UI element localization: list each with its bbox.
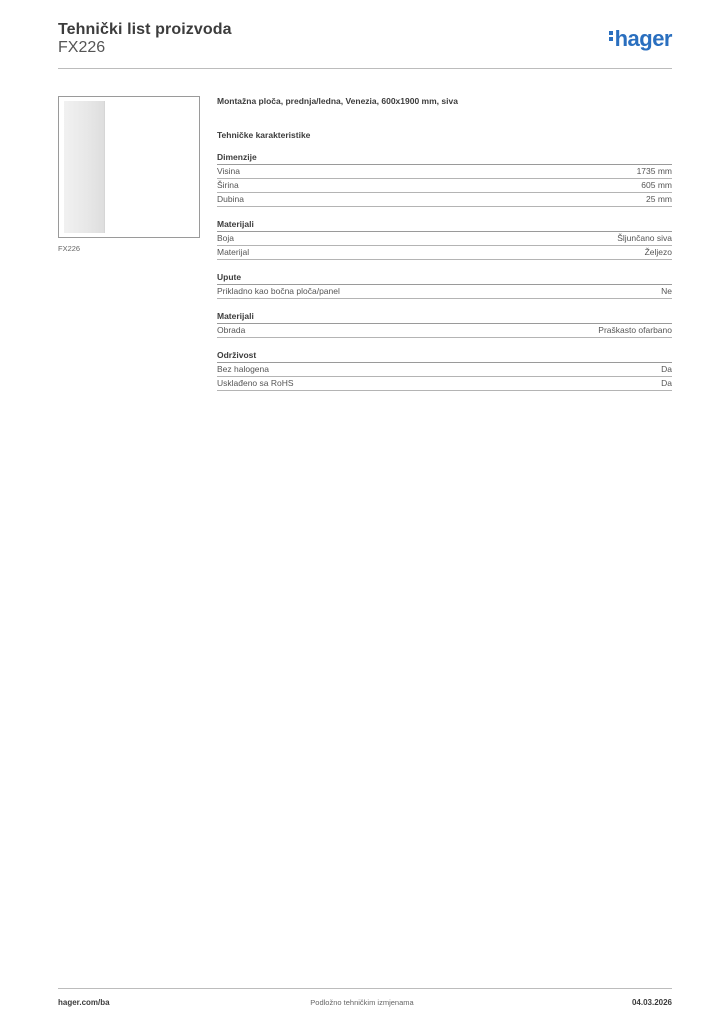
spec-value: Željezo [644,247,672,257]
spec-row [217,324,672,338]
logo-dots-icon [609,29,613,43]
spec-label: Boja [217,233,235,243]
footer-notice: Podložno tehničkim izmjenama [310,998,414,1007]
section-title: Upute [217,272,672,285]
spec-row [217,232,672,246]
spec-section [217,311,672,338]
spec-label: Prikladno kao bočna ploča/panel [217,286,340,296]
specs-heading: Tehničke karakteristike [217,130,311,140]
spec-section [217,272,672,299]
product-image [58,96,200,238]
section-title: Dimenzije [217,152,672,165]
spec-sections [217,152,672,391]
spec-value: Da [661,378,672,388]
spec-label: Materijal [217,247,250,257]
spec-label: Usklađeno sa RoHS [217,378,294,388]
spec-label: Obrada [217,325,246,335]
spec-row [217,179,672,193]
spec-row [217,285,672,299]
spec-row [217,165,672,179]
footer-website: hager.com/ba [58,998,110,1007]
spec-row [217,363,672,377]
logo-text: hager [614,26,672,51]
page-title: Tehnički list proizvoda [58,21,232,38]
spec-row [217,377,672,391]
spec-label: Širina [217,180,239,190]
spec-value: Da [661,364,672,374]
header-divider [58,68,672,69]
product-description: Montažna ploča, prednja/ledna, Venezia, 600x1900 mm, siva [217,96,458,106]
spec-value: Šljunčano siva [617,233,672,243]
spec-row [217,246,672,260]
spec-value: 25 mm [646,194,672,204]
image-caption: FX226 [58,244,81,253]
spec-value: 605 mm [641,180,672,190]
section-title: Materijali [217,311,672,324]
footer-divider [58,988,672,989]
footer-date: 04.03.2026 [631,998,672,1007]
spec-value: 1735 mm [636,166,672,176]
hager-logo [609,28,672,50]
section-title: Održivost [217,350,672,363]
spec-value: Ne [661,286,672,296]
spec-row [217,193,672,207]
spec-value: Praškasto ofarbano [598,325,672,335]
spec-label: Visina [217,166,240,176]
spec-label: Bez halogena [217,364,269,374]
product-details [217,96,672,391]
spec-label: Dubina [217,194,244,204]
mounting-plate-illustration [64,101,105,233]
spec-section [217,152,672,207]
spec-section [217,219,672,260]
product-code: FX226 [58,39,106,56]
section-title: Materijali [217,219,672,232]
spec-section [217,350,672,391]
